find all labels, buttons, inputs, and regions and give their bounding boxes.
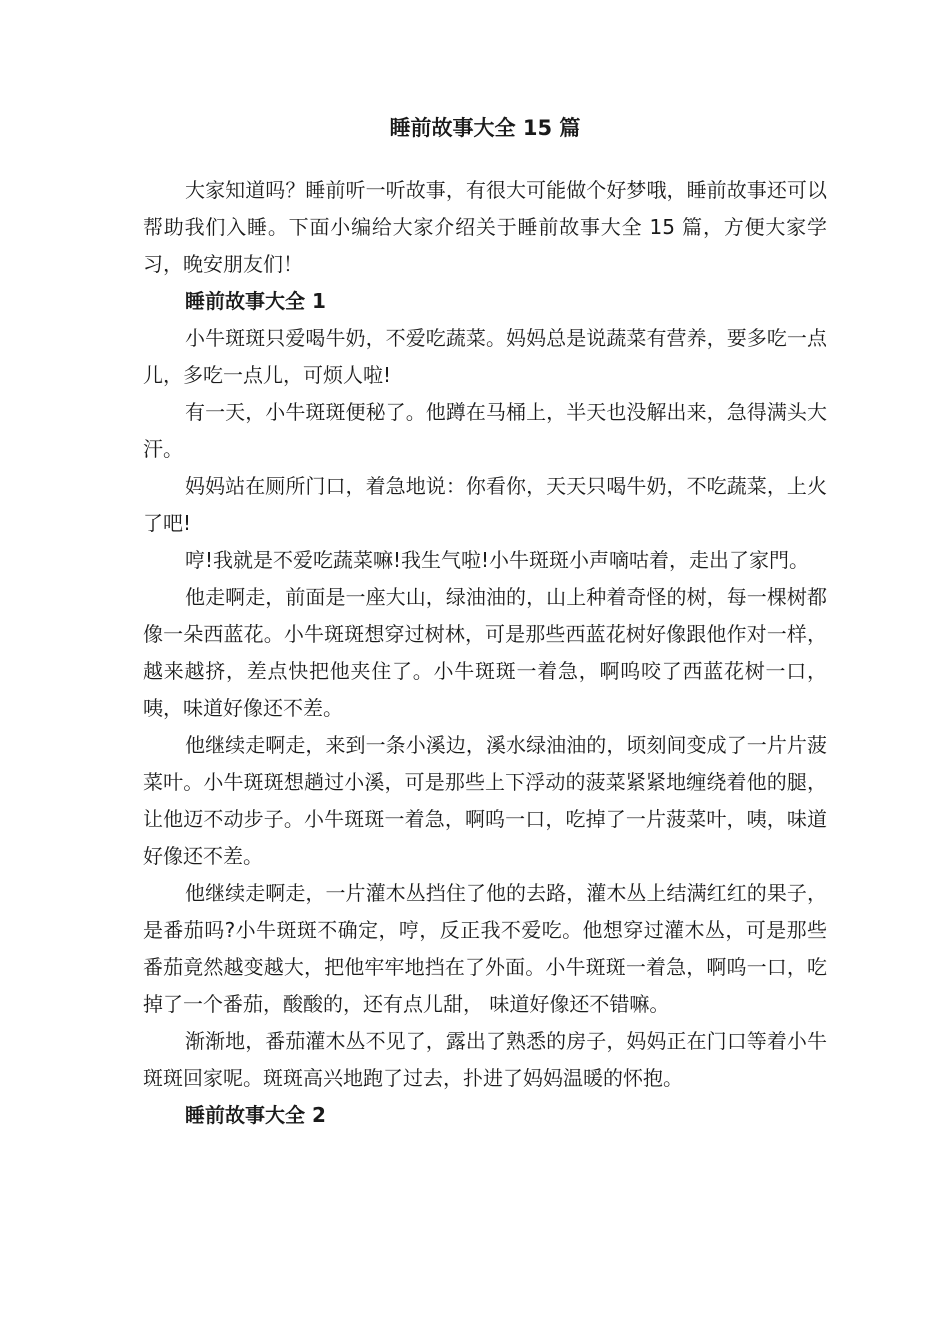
- intro-paragraph: 大家知道吗？睡前听一听故事，有很大可能做个好梦哦，睡前故事还可以帮助我们入睡。下面小编给大家介绍关于睡前故事大全 15 篇，方便大家学习，晚安朋友们！: [143, 178, 827, 276]
- story-paragraph: 他继续走啊走，一片灌木丛挡住了他的去路，灌木丛上结满红红的果子，是番茄吗?小牛斑斑不确定，哼，反正我不爱吃。他想穿过灌木丛，可是那些番茄竟然越变越大，把他牢牢地挡在了外面。小牛斑斑一着急，啊呜一口，吃掉了一个番茄，酸酸的，还有点儿甜， 味道好像还不错嘛。: [143, 881, 827, 1016]
- document-page: [143, 108, 827, 1134]
- document-title: 睡前故事大全 15 篇: [389, 116, 581, 140]
- story-paragraph: 妈妈站在厕所门口，着急地说：你看你，天天只喝牛奶，不吃蔬菜，上火了吧!: [143, 474, 827, 535]
- story-paragraph: 他继续走啊走，来到一条小溪边，溪水绿油油的，顷刻间变成了一片片菠菜叶。小牛斑斑想趟过小溪，可是那些上下浮动的菠菜紧紧地缠绕着他的腿，让他迈不动步子。小牛斑斑一着急，啊呜一口，吃掉了一片菠菜叶，咦，味道好像还不差。: [143, 733, 827, 868]
- section-heading-1: 睡前故事大全 1: [185, 289, 326, 313]
- story-paragraph: 他走啊走，前面是一座大山，绿油油的，山上种着奇怪的树，每一棵树都像一朵西蓝花。小牛斑斑想穿过树林，可是那些西蓝花树好像跟他作对一样，越来越挤，差点快把他夹住了。小牛斑斑一着急，啊呜咬了西蓝花树一口，咦，味道好像还不差。: [143, 585, 827, 720]
- story-paragraph: 小牛斑斑只爱喝牛奶，不爱吃蔬菜。妈妈总是说蔬菜有营养，要多吃一点儿，多吃一点儿，可烦人啦!: [143, 326, 827, 387]
- story-paragraph: 哼!我就是不爱吃蔬菜嘛!我生气啦!小牛斑斑小声嘀咕着，走出了家門。: [185, 548, 810, 572]
- story-paragraph: 渐渐地，番茄灌木丛不见了，露出了熟悉的房子，妈妈正在门口等着小牛斑斑回家呢。斑斑高兴地跑了过去，扑进了妈妈温暖的怀抱。: [143, 1029, 827, 1090]
- section-heading-2: 睡前故事大全 2: [185, 1103, 326, 1127]
- story-paragraph: 有一天，小牛斑斑便秘了。他蹲在马桶上，半天也没解出来，急得满头大汗。: [143, 400, 827, 461]
